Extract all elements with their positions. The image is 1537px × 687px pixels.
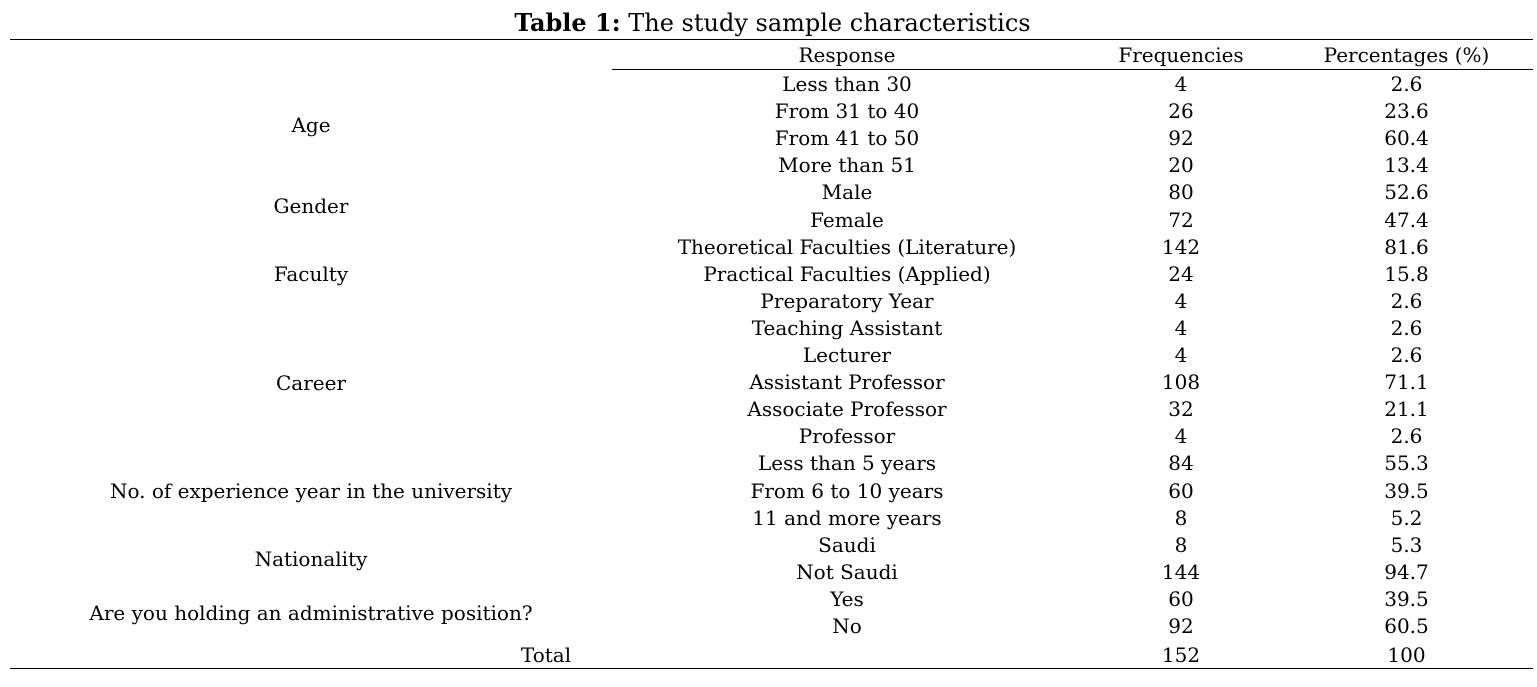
row-response: Theoretical Faculties (Literature) — [677, 234, 1017, 259]
row-frequency: 72 — [1168, 207, 1194, 232]
row-percentage: 71.1 — [1384, 370, 1429, 395]
total-frequency: 152 — [1161, 643, 1201, 667]
row-percentage: 60.4 — [1384, 126, 1429, 151]
row-percentage: 15.8 — [1384, 261, 1429, 286]
row-frequency: 92 — [1168, 614, 1194, 638]
row-percentage: 47.4 — [1384, 207, 1429, 232]
row-response: Preparatory Year — [760, 288, 934, 313]
row-percentage: 39.5 — [1384, 478, 1429, 503]
row-response: No — [832, 614, 862, 638]
row-category: Are you holding an administrative position? — [89, 600, 533, 625]
row-frequency: 24 — [1168, 261, 1194, 286]
row-frequency: 8 — [1174, 532, 1188, 557]
row-category: Nationality — [254, 546, 368, 571]
row-response: From 41 to 50 — [774, 126, 920, 151]
row-percentage: 60.5 — [1384, 614, 1429, 638]
row-percentage: 55.3 — [1384, 451, 1429, 476]
caption-label: Table 1: — [514, 8, 621, 37]
row-frequency: 8 — [1174, 505, 1188, 530]
row-frequency: 4 — [1174, 424, 1188, 449]
row-response: Yes — [830, 586, 864, 611]
row-response: Professor — [798, 424, 896, 449]
row-percentage: 2.6 — [1390, 315, 1423, 340]
row-response: Lecturer — [802, 343, 892, 367]
row-percentage: 52.6 — [1384, 180, 1429, 205]
table-caption — [0, 8, 1537, 38]
row-percentage: 13.4 — [1384, 153, 1429, 178]
row-percentage: 2.6 — [1390, 343, 1423, 367]
row-frequency: 4 — [1174, 72, 1188, 96]
row-response: From 31 to 40 — [774, 99, 920, 124]
row-category: Age — [291, 113, 331, 138]
row-response: Female — [810, 207, 884, 232]
row-percentage: 2.6 — [1390, 288, 1423, 313]
total-percentage: 100 — [1387, 643, 1426, 667]
row-response: Teaching Assistant — [751, 315, 943, 340]
row-percentage: 39.5 — [1384, 586, 1429, 611]
row-response: Saudi — [818, 532, 876, 557]
row-response: Not Saudi — [796, 559, 898, 584]
header-response: Response — [798, 43, 896, 67]
header-frequencies: Frequencies — [1118, 43, 1244, 67]
header-percentages: Percentages (%) — [1323, 43, 1490, 67]
row-frequency: 26 — [1168, 99, 1194, 124]
row-response: From 6 to 10 years — [750, 478, 944, 503]
row-frequency: 142 — [1161, 234, 1201, 259]
row-response: More than 51 — [778, 153, 916, 178]
row-frequency: 60 — [1168, 586, 1194, 611]
row-frequency: 108 — [1161, 370, 1201, 395]
row-category: Career — [275, 370, 347, 395]
row-frequency: 60 — [1168, 478, 1194, 503]
row-frequency: 144 — [1161, 559, 1201, 584]
row-percentage: 2.6 — [1390, 424, 1423, 449]
row-frequency: 92 — [1168, 126, 1194, 151]
header-rule — [612, 69, 1533, 70]
row-response: 11 and more years — [752, 505, 942, 530]
row-category: Gender — [273, 194, 349, 219]
row-percentage: 5.2 — [1390, 505, 1423, 530]
row-frequency: 4 — [1174, 288, 1188, 313]
row-percentage: 21.1 — [1384, 397, 1429, 422]
row-response: Male — [821, 180, 873, 205]
row-frequency: 4 — [1174, 343, 1188, 367]
row-percentage: 81.6 — [1384, 234, 1429, 259]
row-category: Faculty — [273, 262, 349, 287]
row-percentage: 5.3 — [1390, 532, 1423, 557]
row-response: Associate Professor — [747, 397, 947, 422]
row-frequency: 84 — [1168, 451, 1194, 476]
row-percentage: 2.6 — [1390, 72, 1423, 96]
top-rule — [10, 39, 1533, 40]
row-frequency: 20 — [1168, 153, 1194, 178]
row-response: Practical Faculties (Applied) — [703, 261, 991, 286]
caption-title: The study sample characteristics — [620, 9, 1031, 37]
row-frequency: 80 — [1168, 180, 1194, 205]
row-response: Assistant Professor — [749, 370, 945, 395]
row-percentage: 23.6 — [1384, 99, 1429, 124]
row-frequency: 4 — [1174, 315, 1188, 340]
row-response: Less than 30 — [782, 72, 912, 96]
row-frequency: 32 — [1168, 397, 1194, 422]
total-label: Total — [520, 643, 572, 667]
row-response: Less than 5 years — [757, 451, 937, 476]
row-category: No. of experience year in the university — [109, 479, 513, 504]
row-percentage: 94.7 — [1384, 559, 1429, 584]
